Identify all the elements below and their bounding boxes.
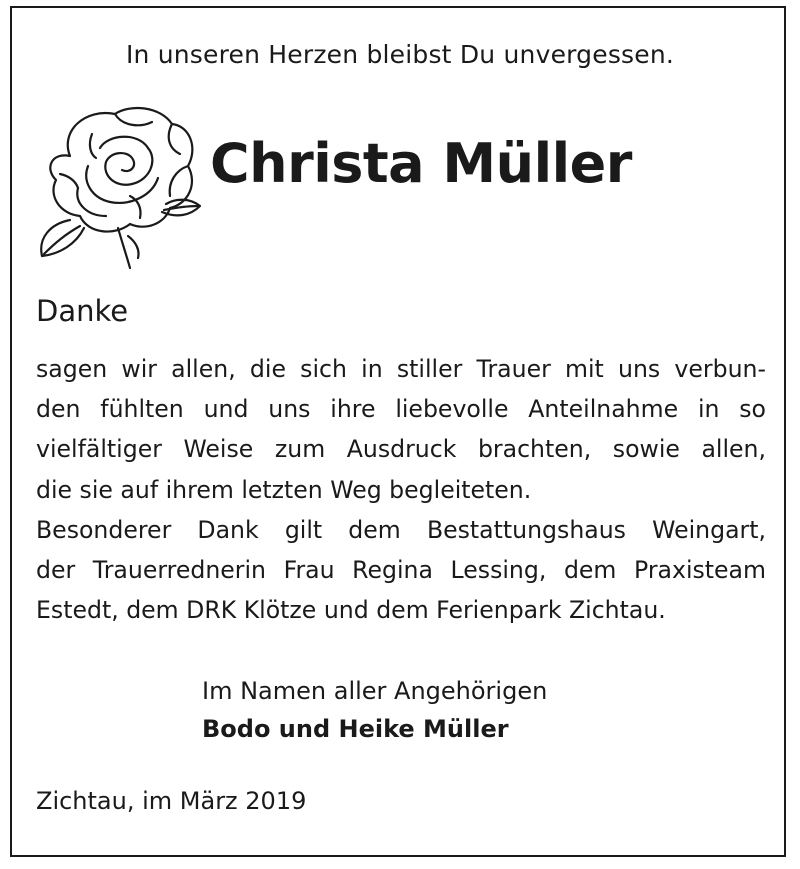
message-line: Estedt, dem DRK Klötze und dem Ferienpark Zichtau. [36, 596, 666, 625]
message-line: den fühlten und uns ihre liebevolle Anteilnahme in so [36, 395, 766, 424]
message-line: vielfältiger Weise zum Ausdruck brachten, sowie allen, [36, 435, 766, 464]
place-and-date: Zichtau, im März 2019 [36, 787, 307, 815]
signoff-block [202, 672, 547, 748]
header-motto: In unseren Herzen bleibst Du unvergessen. [125, 40, 675, 69]
message-line: der Trauerrednerin Frau Regina Lessing, dem Praxisteam [36, 556, 766, 585]
thanks-message [36, 349, 766, 630]
deceased-name: Christa Müller [210, 132, 632, 195]
message-line: sagen wir allen, die sich in stiller Trauer mit uns verbun- [36, 355, 766, 383]
signoff-names: Bodo und Heike Müller [202, 715, 509, 743]
signoff-preface: Im Namen aller Angehörigen [202, 677, 548, 705]
rose-icon [30, 96, 205, 271]
thanks-heading: Danke [36, 294, 129, 328]
message-line: die sie auf ihrem letzten Weg begleiteten. [36, 475, 532, 504]
message-line: Besonderer Dank gilt dem Bestattungshaus Weingart, [36, 515, 766, 544]
